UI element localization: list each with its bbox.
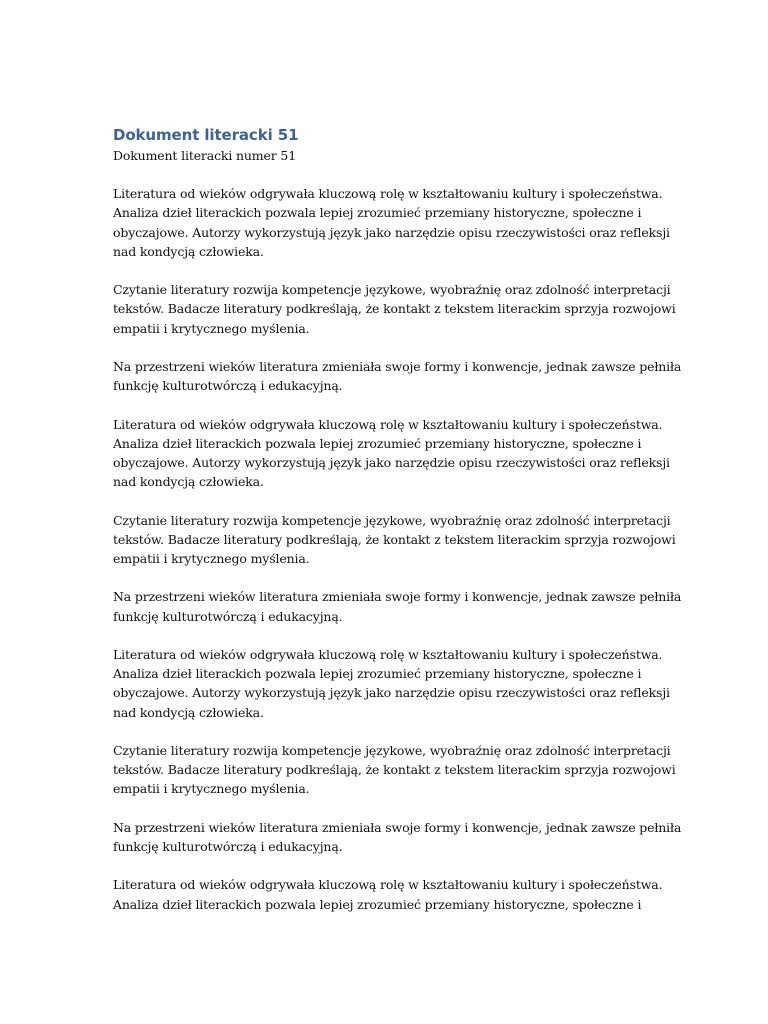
- document-body: [113, 124, 682, 933]
- paragraph-line: nad kondycją człowieka.: [113, 243, 264, 259]
- paragraph-line: nad kondycją człowieka.: [113, 474, 264, 490]
- paragraph-line: funkcję kulturotwórczą i edukacyjną.: [113, 608, 343, 624]
- paragraph-line: tekstów. Badacze literatury podkreślają, że kontakt z tekstem literackim sprzyja rozwojowi: [113, 762, 676, 778]
- paragraph: [113, 184, 670, 261]
- paragraph-line: Literatura od wieków odgrywała kluczową rolę w kształtowaniu kultury i społeczeństwa.: [113, 186, 663, 202]
- document-subtitle: Dokument literacki numer 51: [113, 148, 297, 163]
- paragraph-line: obyczajowe. Autorzy wykorzystują język jako narzędzie opisu rzeczywistości oraz refleksji: [113, 455, 670, 470]
- paragraph: [113, 818, 682, 856]
- paragraph-line: Czytanie literatury rozwija kompetencje językowe, wyobraźnię oraz zdolność interpretacji: [113, 282, 671, 298]
- paragraph: [113, 645, 670, 722]
- paragraph-line: Literatura od wieków odgrywała kluczową rolę w kształtowaniu kultury i społeczeństwa.: [113, 646, 663, 662]
- paragraph-line: Na przestrzeni wieków literatura zmieniała swoje formy i konwencje, jednak zawsze pełniła: [113, 819, 682, 835]
- paragraph-line: Analiza dzieł literackich pozwala lepiej zrozumieć przemiany historyczne, społeczne i: [113, 666, 642, 682]
- paragraph: [113, 875, 663, 913]
- paragraph-line: Na przestrzeni wieków literatura zmieniała swoje formy i konwencje, jednak zawsze pełniła: [113, 589, 682, 605]
- paragraph-line: Analiza dzieł literackich pozwala lepiej zrozumieć przemiany historyczne, społeczne i: [113, 896, 642, 912]
- paragraph-line: empatii i krytycznego myślenia.: [113, 320, 310, 336]
- paragraph: [113, 415, 670, 492]
- paragraph: [113, 587, 682, 625]
- paragraph-line: funkcję kulturotwórczą i edukacyjną.: [113, 378, 343, 394]
- paragraph-line: nad kondycją człowieka.: [113, 704, 264, 720]
- paragraph-line: funkcję kulturotwórczą i edukacyjną.: [113, 838, 343, 854]
- paragraph: [113, 280, 676, 338]
- paragraph-line: obyczajowe. Autorzy wykorzystują język jako narzędzie opisu rzeczywistości oraz refleksji: [113, 224, 670, 240]
- paragraph-line: Czytanie literatury rozwija kompetencje językowe, wyobraźnię oraz zdolność interpretacji: [113, 512, 671, 528]
- paragraph-line: Czytanie literatury rozwija kompetencje językowe, wyobraźnię oraz zdolność interpretacji: [113, 742, 671, 758]
- document-title: Dokument literacki 51: [113, 126, 299, 144]
- paragraph: [113, 741, 676, 799]
- paragraph: [113, 357, 682, 395]
- paragraph-line: Na przestrzeni wieków literatura zmieniała swoje formy i konwencje, jednak zawsze pełniła: [113, 359, 682, 374]
- paragraph: [113, 511, 676, 569]
- paragraph-line: empatii i krytycznego myślenia.: [113, 551, 310, 566]
- paragraph-line: Literatura od wieków odgrywała kluczową rolę w kształtowaniu kultury i społeczeństwa.: [113, 416, 663, 432]
- paragraph-line: Literatura od wieków odgrywała kluczową rolę w kształtowaniu kultury i społeczeństwa.: [113, 877, 663, 893]
- paragraph-line: obyczajowe. Autorzy wykorzystują język jako narzędzie opisu rzeczywistości oraz refleksji: [113, 685, 670, 701]
- paragraph-line: Analiza dzieł literackich pozwala lepiej zrozumieć przemiany historyczne, społeczne i: [113, 205, 642, 221]
- paragraph-line: tekstów. Badacze literatury podkreślają, że kontakt z tekstem literackim sprzyja rozwojowi: [113, 531, 676, 547]
- paragraph-line: empatii i krytycznego myślenia.: [113, 781, 310, 797]
- paragraph-line: Analiza dzieł literackich pozwala lepiej zrozumieć przemiany historyczne, społeczne i: [113, 435, 642, 451]
- paragraph-line: tekstów. Badacze literatury podkreślają, że kontakt z tekstem literackim sprzyja rozwojowi: [113, 301, 676, 317]
